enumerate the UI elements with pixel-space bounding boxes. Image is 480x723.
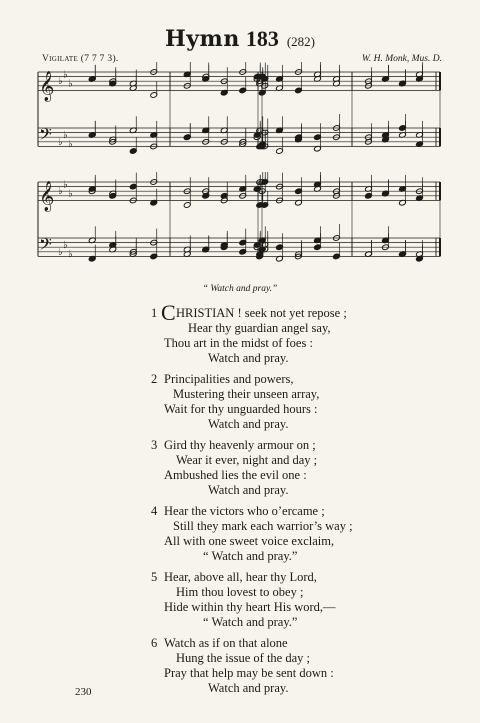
hymn-title xyxy=(0,26,480,52)
verse-line: Hear the victors who o’ercame ; xyxy=(164,504,325,518)
verse-line: Thou art in the midst of foes : xyxy=(164,336,313,350)
verse-number: 4 xyxy=(151,504,158,518)
flat-icon: ♭ xyxy=(68,139,73,151)
verse-line: Him thou lovest to obey ; xyxy=(176,585,304,599)
flat-icon: ♭ xyxy=(68,188,73,200)
flat-icon: ♭ xyxy=(58,246,63,258)
music-system-2 xyxy=(0,172,480,278)
verse-line: Gird thy heavenly armour on ; xyxy=(164,438,316,452)
flat-icon: ♭ xyxy=(63,179,68,191)
hymn-word: Hymn xyxy=(164,26,240,52)
verse-line: Wait for thy unguarded hours : xyxy=(164,402,318,416)
composer: W. H. Monk, Mus. D. xyxy=(361,54,442,64)
hymn-number: 183 xyxy=(245,26,279,51)
treble-clef-icon: 𝄞 xyxy=(39,71,55,102)
flat-icon: ♭ xyxy=(58,186,63,198)
verse-line: Watch and pray. xyxy=(208,351,289,365)
verse-line: Hear thy guardian angel say, xyxy=(188,321,331,335)
bass-clef-icon: 𝄢 xyxy=(39,123,52,148)
verse-line: “ Watch and pray.” xyxy=(203,615,298,629)
verse-line: Principalities and powers, xyxy=(164,372,294,386)
verse-line: Watch and pray. xyxy=(208,417,289,431)
verse-line: Hide within thy heart His word,— xyxy=(164,600,336,614)
verse-line: All with one sweet voice exclaim, xyxy=(164,534,335,548)
flat-icon: ♭ xyxy=(63,69,68,81)
verse-line: Still they mark each warrior’s way ; xyxy=(173,519,353,533)
flat-icon: ♭ xyxy=(68,78,73,90)
verse-line: Watch as if on that alone xyxy=(164,636,288,650)
refrain-caption: “ Watch and pray.” xyxy=(202,284,278,294)
flat-icon: ♭ xyxy=(68,249,73,261)
music-system-1 xyxy=(0,62,480,166)
verse-number: 5 xyxy=(151,570,158,584)
hymn-alt-number: (282) xyxy=(286,34,315,49)
bass-clef-icon: 𝄢 xyxy=(39,233,52,258)
verse-line: Mustering their unseen array, xyxy=(173,387,320,401)
tune-name: Vigilate (7 7 7 3). xyxy=(42,54,119,64)
verse-number: 1 xyxy=(151,306,158,320)
verse-line: HRISTIAN ! seek not yet repose ; xyxy=(176,306,347,320)
flat-icon: ♭ xyxy=(63,239,68,251)
page-number: 230 xyxy=(75,686,92,698)
verse-line: Watch and pray. xyxy=(208,483,289,497)
flat-icon: ♭ xyxy=(58,136,63,148)
verse-line: “ Watch and pray.” xyxy=(203,549,298,563)
verse-line: Pray that help may be sent down : xyxy=(164,666,334,680)
verse-line: Watch and pray. xyxy=(208,681,289,695)
verse-number: 6 xyxy=(151,636,158,650)
verse-line: Hung the issue of the day ; xyxy=(176,651,311,665)
verse-line: Wear it ever, night and day ; xyxy=(176,453,318,467)
verse-number: 3 xyxy=(151,438,158,452)
verse-line: Ambushed lies the evil one : xyxy=(164,468,307,482)
verse-number: 2 xyxy=(151,372,158,386)
flat-icon: ♭ xyxy=(58,76,63,88)
treble-clef-icon: 𝄞 xyxy=(39,181,55,212)
verse-line: Hear, above all, hear thy Lord, xyxy=(164,570,317,584)
drop-cap: C xyxy=(161,300,176,325)
flat-icon: ♭ xyxy=(63,129,68,141)
